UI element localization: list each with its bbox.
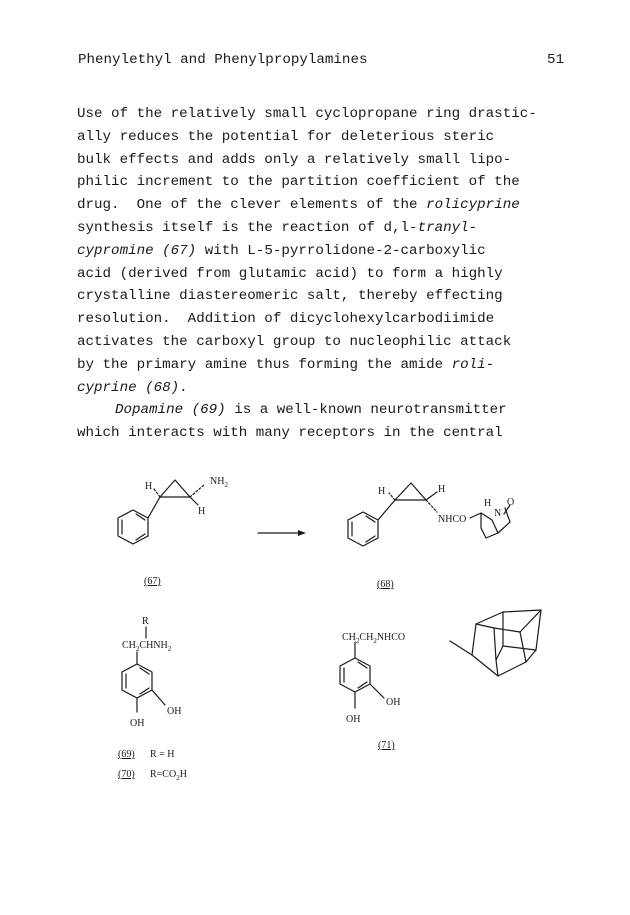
ring-double-bond <box>140 668 149 674</box>
drug-name-dopamine: Dopamine (69) <box>115 402 226 419</box>
arrowhead <box>298 530 306 536</box>
hashed-bond <box>190 484 205 497</box>
ring-double-bond <box>358 662 367 668</box>
hashed-bond <box>426 500 437 512</box>
structure-68 <box>348 483 510 546</box>
text-run: drug. One of the clever elements of the <box>77 197 427 214</box>
bond <box>378 500 395 520</box>
text-line: crystalline diastereomeric salt, thereby effecting <box>77 288 503 305</box>
ring-double-bond <box>136 514 145 520</box>
text-run: synthesis itself is the reaction of d,l- <box>77 219 418 236</box>
label-oh: OH <box>130 718 145 729</box>
label-n: N <box>494 508 502 519</box>
ring-double-bond <box>366 516 375 522</box>
drug-name-tranylcypromine: tranyl- <box>417 219 478 236</box>
ring-double-bond <box>140 688 149 694</box>
bond <box>450 641 472 655</box>
label-oh: OH <box>167 706 182 717</box>
text-run: by the primary amine thus forming the amide <box>77 356 452 373</box>
text-line: activates the carboxyl group to nucleophilic attack <box>77 333 512 350</box>
label-ch2ch2nhco: $CH_2CH_2NHCO$ <box>342 632 406 645</box>
bond <box>426 492 437 500</box>
label-nhco: NHCO <box>438 514 467 525</box>
header-title: Phenylethyl and Phenylpropylamines <box>78 52 368 68</box>
label-ch2chnh2: $CH_2CHNH_2$ <box>122 640 172 653</box>
compound-label-70: (70) <box>118 769 135 780</box>
bond <box>470 513 481 518</box>
label-oh: OH <box>346 714 361 725</box>
text-line: acid (derived from glutamic acid) to form a highly <box>77 265 503 282</box>
structure-71 <box>340 610 541 708</box>
drug-name-rolicyprine: cyprine (68) <box>77 379 180 396</box>
ring-double-bond <box>358 682 367 688</box>
bond <box>148 497 160 518</box>
label-r: R <box>142 616 149 627</box>
text-line: bulk effects and adds only a relatively small lipo- <box>77 151 512 168</box>
text-run: is a well-known neurotransmitter <box>225 402 507 419</box>
label-h: H <box>198 506 206 517</box>
bond <box>152 690 165 705</box>
ring-double-bond <box>136 534 145 540</box>
drug-name-tranylcypromine: cypromine (67) <box>77 242 197 259</box>
structure-67 <box>118 480 205 544</box>
label-h: H <box>438 484 446 495</box>
drug-name-rolicyprine: rolicyprine <box>426 197 520 214</box>
text-line: philic increment to the partition coefficient of the <box>77 174 520 191</box>
cyclopropane-ring <box>395 483 426 500</box>
bond <box>370 684 384 698</box>
label-nh2: $NH_2$ <box>210 476 228 489</box>
hashed-bond <box>154 489 160 497</box>
cyclopropane-ring <box>160 480 190 497</box>
legend-r-co2h: $R=CO_2H$ <box>150 769 187 782</box>
compound-label-67: (67) <box>144 576 161 587</box>
text-line: which interacts with many receptors in the central <box>77 425 503 442</box>
drug-name-rolicyprine: roli- <box>451 356 495 373</box>
adamantane-cage <box>472 610 541 676</box>
label-oh: OH <box>386 697 401 708</box>
bond <box>505 508 510 522</box>
text-line: ally reduces the potential for deleterious steric <box>77 128 495 145</box>
page-number: 51 <box>546 52 564 68</box>
ring-double-bond <box>366 536 375 542</box>
bond <box>190 497 198 505</box>
legend-r-h: R = H <box>150 749 175 760</box>
label-o: O <box>507 497 515 508</box>
compound-label-69: (69) <box>118 749 135 760</box>
label-h: H <box>378 486 386 497</box>
text-line: resolution. Addition of dicyclohexylcarbodiimide <box>77 311 495 328</box>
compound-label-68: (68) <box>377 579 394 590</box>
compound-label-71: (71) <box>378 740 395 751</box>
text-line: Use of the relatively small cyclopropane ring drastic- <box>77 106 537 122</box>
label-h: H <box>145 481 153 492</box>
text-run: . <box>179 379 188 396</box>
hashed-bond <box>389 493 395 500</box>
bond <box>498 522 510 533</box>
text-run: with L-5-pyrrolidone-2-carboxylic <box>196 242 486 259</box>
label-h: H <box>484 498 492 509</box>
